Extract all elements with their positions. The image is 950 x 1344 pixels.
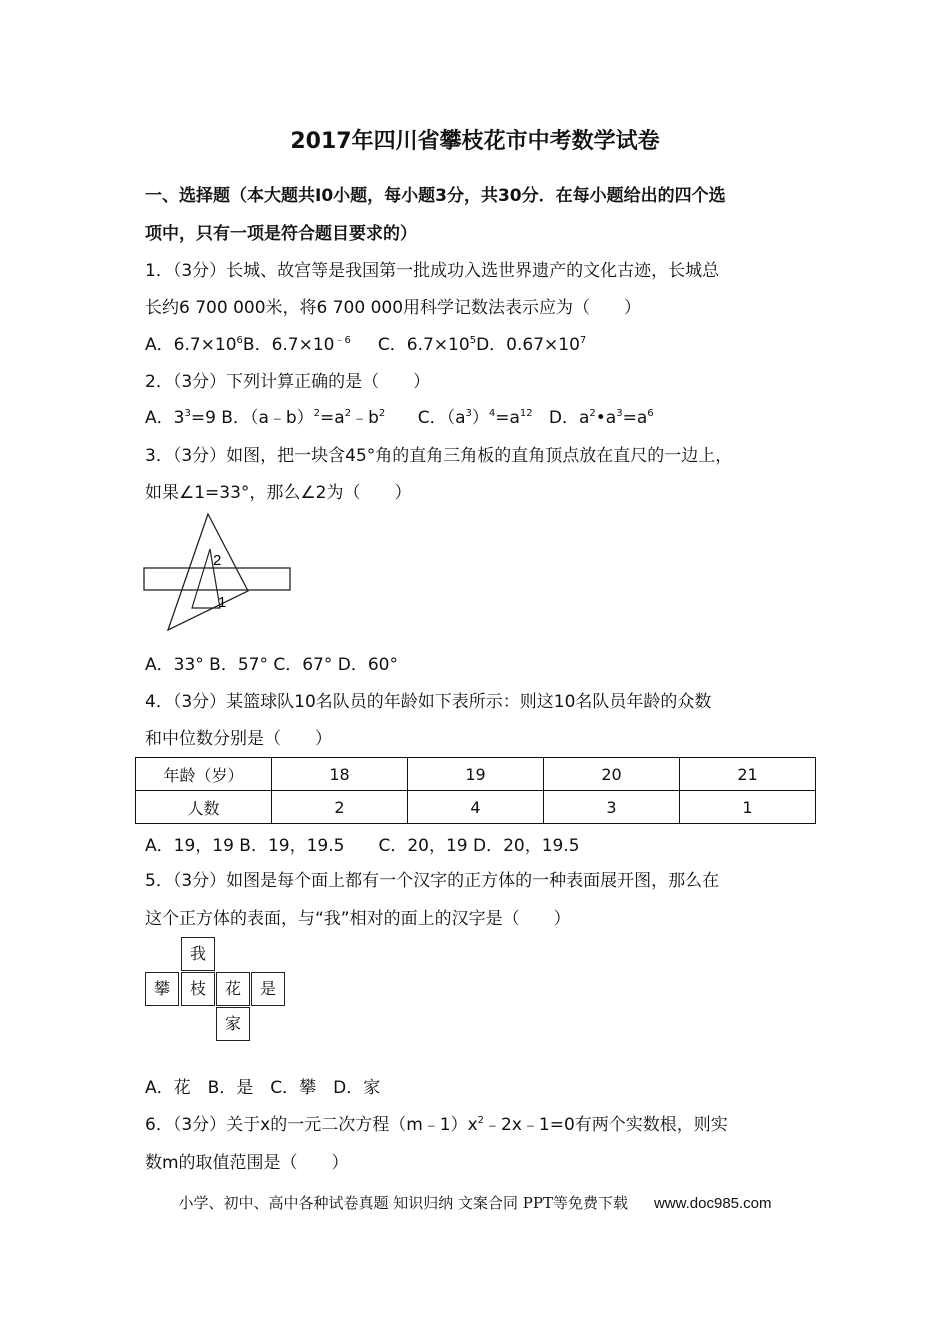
table-row bbox=[136, 791, 816, 824]
ruler-triangle-figure bbox=[140, 508, 295, 636]
ruler-shape bbox=[144, 568, 290, 590]
q2-option-b: B．$(a﹣b)^2=a^2﹣b^2$ bbox=[221, 408, 386, 428]
net-face-left: 攀 bbox=[145, 972, 179, 1006]
page-footer bbox=[0, 1192, 950, 1213]
q2-option-a: A．$3^3=9$ bbox=[145, 408, 216, 428]
footer-link[interactable]: www.doc985.com bbox=[653, 1195, 772, 1212]
q3-options: A．33° B．57° C．67° D．60° bbox=[145, 655, 398, 675]
q5-stem-line1: 5．（3分）如图是每个面上都有一个汉字的正方体的一种表面展开图，那么在 bbox=[145, 871, 720, 891]
cube-net-figure bbox=[145, 937, 290, 1043]
table-cell: 2 bbox=[272, 791, 408, 824]
q1-option-a: A．6.7×10 bbox=[145, 335, 237, 355]
section-heading-line2: 项中，只有一项是符合题目要求的） bbox=[145, 224, 417, 244]
table-cell: 年龄（岁） bbox=[136, 758, 272, 791]
q1-stem-line2: 长约6 700 000米，将6 700 000用科学记数法表示应为（ ） bbox=[145, 298, 642, 318]
net-face-top: 我 bbox=[181, 937, 215, 971]
q6-stem-line1: 6．（3分）关于x的一元二次方程$(m﹣1)x^2﹣2x﹣1=0$有两个实数根，则实 bbox=[145, 1115, 728, 1135]
q1-option-c: C．6.7×10 bbox=[377, 335, 470, 355]
angle-1-label: 1 bbox=[218, 594, 227, 611]
table-cell: 21 bbox=[680, 758, 816, 791]
q2-option-c: C．$(a^3)^4=a^{12}$ bbox=[417, 408, 533, 428]
q2-stem: 2．（3分）下列计算正确的是（ ） bbox=[145, 372, 431, 392]
page-title: 2017年四川省攀枝花市中考数学试卷 bbox=[290, 129, 660, 154]
table-cell: 3 bbox=[544, 791, 680, 824]
q1-stem-line1: 1．（3分）长城、故宫等是我国第一批成功入选世界遗产的文化古迹，长城总 bbox=[145, 261, 720, 281]
age-table bbox=[135, 757, 816, 824]
net-face-center-left: 枝 bbox=[181, 972, 215, 1006]
q1-option-c-exponent: 5 bbox=[469, 335, 477, 346]
q1-option-b-exponent: ﹣6 bbox=[334, 335, 351, 346]
net-face-right: 是 bbox=[251, 972, 285, 1006]
q3-stem-line1: 3．（3分）如图，把一块含45°角的直角三角板的直角顶点放在直尺的一边上， bbox=[145, 446, 733, 466]
table-cell: 人数 bbox=[136, 791, 272, 824]
q5-stem-line2: 这个正方体的表面，与“我”相对的面上的汉字是（ ） bbox=[145, 909, 571, 929]
net-face-center-right: 花 bbox=[216, 972, 250, 1006]
triangle-outer bbox=[168, 514, 248, 630]
q6-stem-line2: 数m的取值范围是（ ） bbox=[145, 1153, 349, 1173]
table-cell: 20 bbox=[544, 758, 680, 791]
table-row bbox=[136, 758, 816, 791]
q1-option-d-exponent: 7 bbox=[579, 335, 587, 346]
q2-options bbox=[145, 403, 654, 428]
q5-options: A．花 B．是 C．攀 D．家 bbox=[145, 1078, 381, 1098]
table-cell: 1 bbox=[680, 791, 816, 824]
section-heading-line1: 一、选择题（本大题共I0小题，每小题3分，共30分．在每小题给出的四个选 bbox=[145, 186, 726, 206]
q3-stem-line2: 如果∠1=33°，那么∠2为（ ） bbox=[145, 483, 412, 503]
q1-option-a-exponent: 6 bbox=[236, 335, 243, 346]
angle-2-label: 2 bbox=[213, 552, 222, 569]
q4-options: A．19，19 B．19，19.5 C．20，19 D．20，19.5 bbox=[145, 836, 580, 856]
q4-stem-line1: 4．（3分）某篮球队10名队员的年龄如下表所示：则这10名队员年龄的众数 bbox=[145, 692, 712, 712]
q2-option-d: D．$a^2•a^3=a^6$ bbox=[548, 408, 654, 428]
table-cell: 19 bbox=[408, 758, 544, 791]
q1-options bbox=[145, 330, 586, 355]
q1-option-d: D．0.67×10 bbox=[476, 335, 580, 355]
footer-text: 小学、初中、高中各种试卷真题 知识归纳 文案合同 PPT等免费下载 bbox=[178, 1194, 628, 1212]
table-cell: 4 bbox=[408, 791, 544, 824]
q1-option-b: B．6.7×10 bbox=[242, 335, 335, 355]
net-face-bottom: 家 bbox=[216, 1007, 250, 1041]
q4-stem-line2: 和中位数分别是（ ） bbox=[145, 729, 332, 749]
table-cell: 18 bbox=[272, 758, 408, 791]
